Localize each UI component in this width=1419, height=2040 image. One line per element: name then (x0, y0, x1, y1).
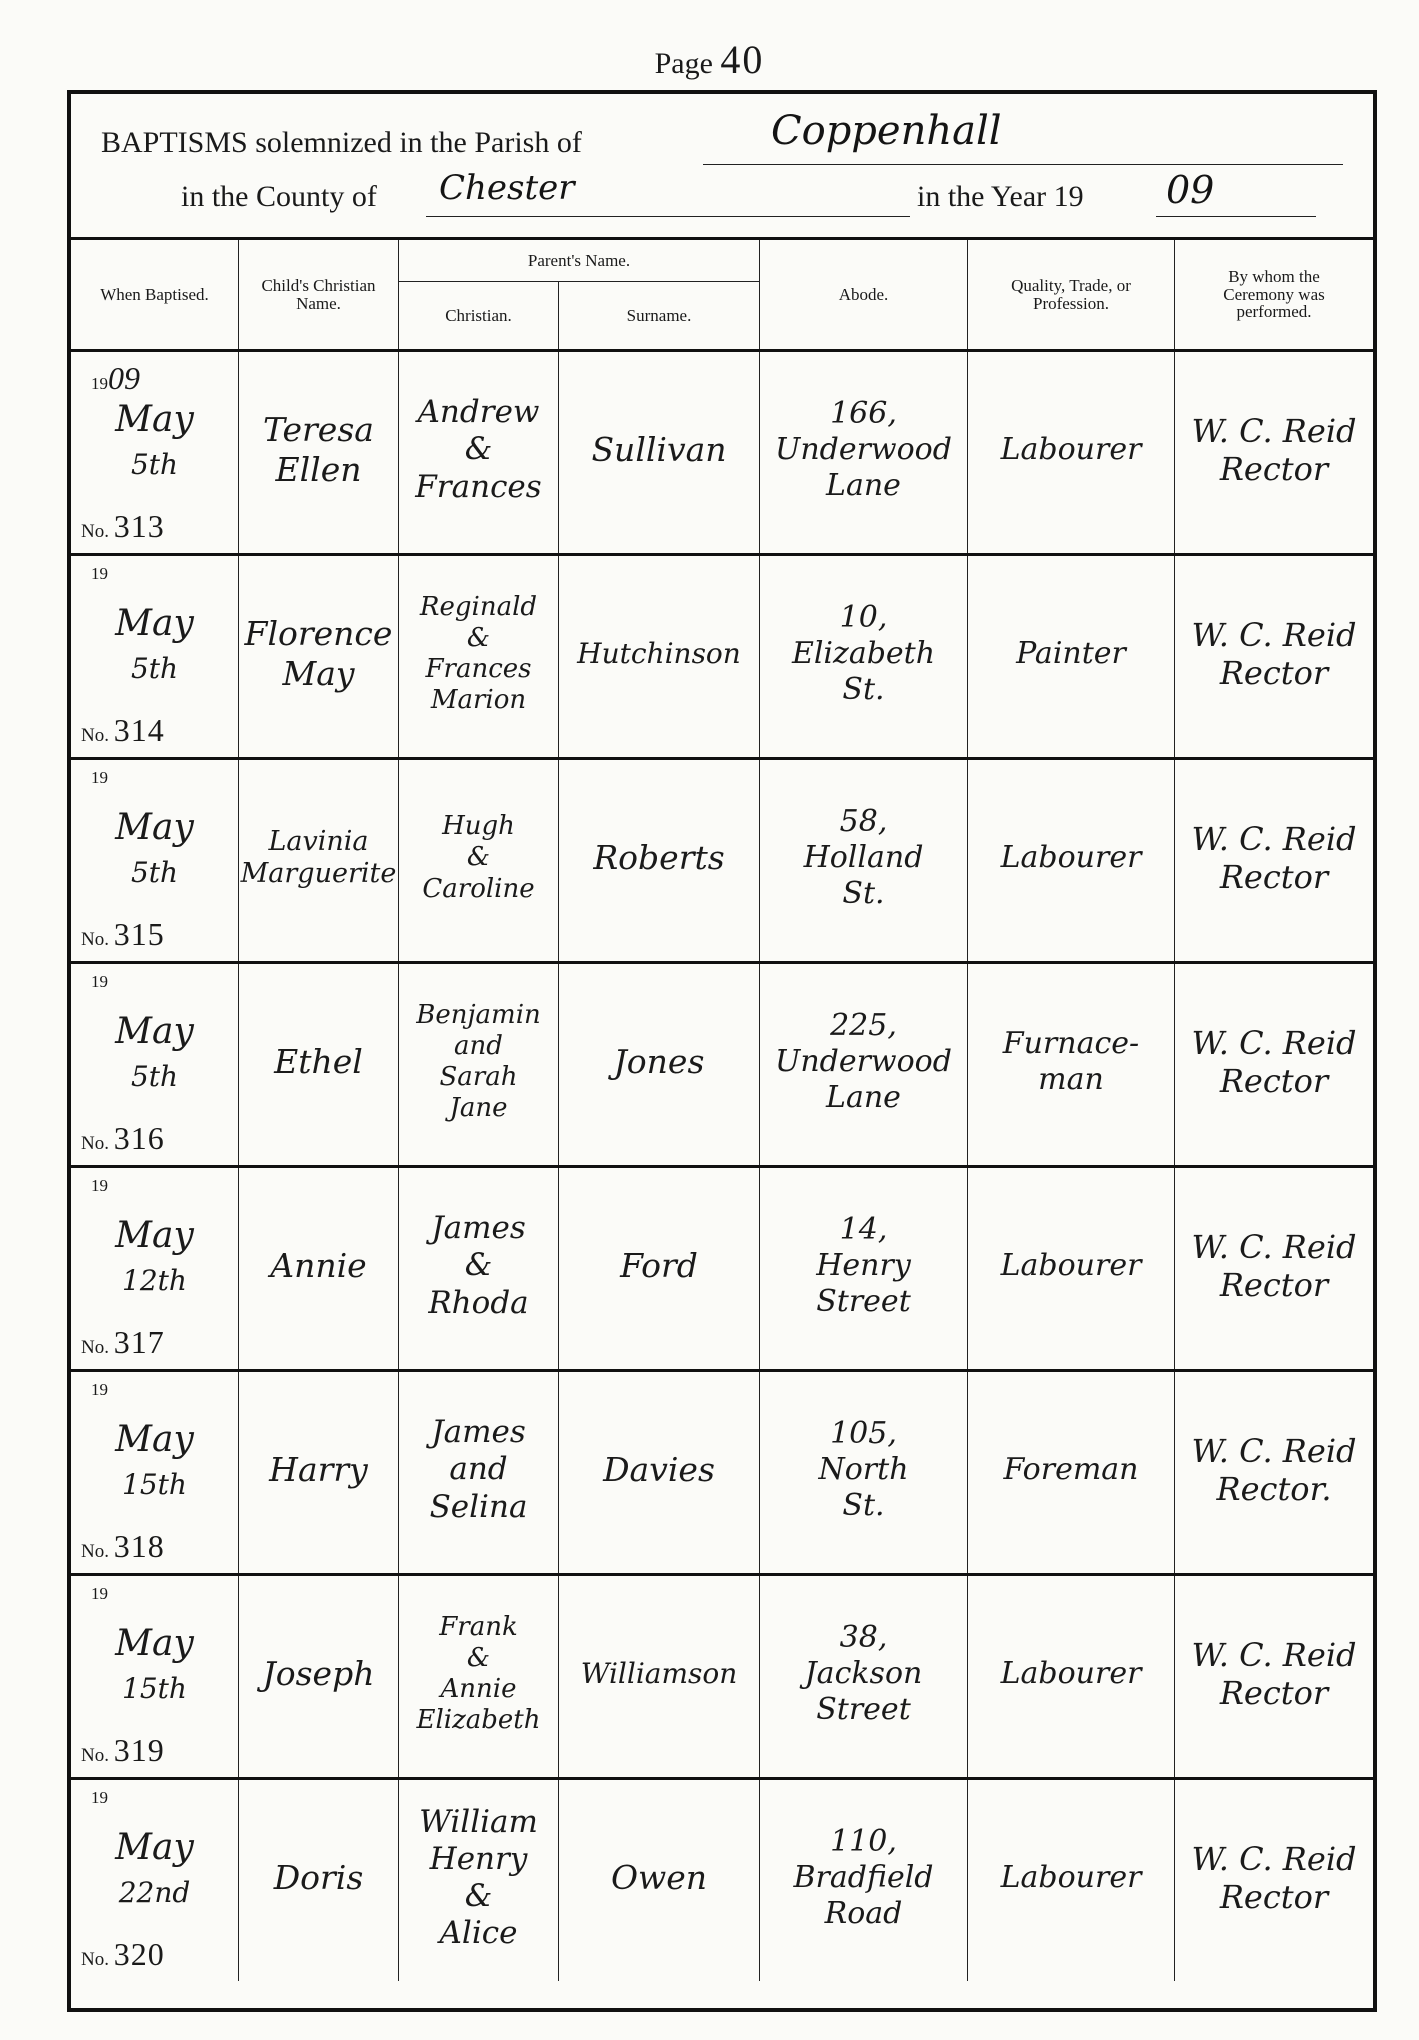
entry-day: 5th (130, 448, 179, 481)
parent-surname: Owen (610, 1858, 708, 1898)
parent-christian-name: & (466, 622, 491, 653)
entry-day: 5th (130, 1060, 179, 1093)
parent-christian-name: and (449, 1451, 508, 1488)
entry-month: May (115, 807, 194, 848)
number-value: 317 (113, 1324, 165, 1360)
parent-christian-name: & (466, 842, 491, 873)
number-value: 315 (113, 916, 165, 952)
table-row (71, 1372, 1373, 1576)
abode: 10, (839, 600, 888, 635)
officiant: Rector (1219, 1062, 1329, 1100)
parent-christian-name: Alice (439, 1915, 518, 1952)
table-cell (760, 1372, 968, 1573)
parent-christian-name: Selina (429, 1488, 528, 1525)
parent-christian-name: Marion (430, 685, 527, 716)
entry-year (91, 972, 108, 992)
entry-month: May (115, 1419, 194, 1460)
number-label: No. (81, 1745, 114, 1766)
page-label: Page (654, 47, 713, 80)
abode: Lane (826, 468, 901, 503)
number-value: 319 (113, 1732, 165, 1768)
table-cell (968, 1780, 1175, 1981)
table-row (71, 1168, 1373, 1372)
table-cell (1175, 352, 1373, 553)
table-cell (399, 352, 559, 553)
table-cell (968, 1372, 1175, 1573)
table-cell (399, 1372, 559, 1573)
officiant: W. C. Reid (1191, 1023, 1357, 1062)
parish-name: Coppenhall (771, 108, 1002, 154)
table-cell (399, 1576, 559, 1777)
abode: 105, (830, 1416, 897, 1451)
parent-christian-name: Frances (415, 468, 542, 505)
county-underline (426, 216, 910, 217)
table-cell (1175, 760, 1373, 961)
year-prefix: 19 (91, 1788, 108, 1807)
table-cell (1175, 556, 1373, 757)
entry-day: 12th (122, 1264, 187, 1297)
parent-christian-name: Benjamin (416, 999, 541, 1030)
number-label: No. (81, 725, 114, 746)
year-value: 09 (1166, 168, 1215, 212)
table-cell (239, 1576, 399, 1777)
abode: Henry (816, 1248, 911, 1283)
table-cell (968, 964, 1175, 1165)
table-cell (1175, 1576, 1373, 1777)
parent-christian-name: William (419, 1803, 538, 1840)
year-underline (1156, 216, 1316, 217)
abode: Underwood (775, 432, 952, 467)
trade: Labourer (1000, 1656, 1142, 1691)
trade: Painter (1016, 636, 1126, 671)
table-cell (559, 352, 760, 553)
number-label: No. (81, 521, 114, 542)
officiant: Rector (1219, 1674, 1329, 1712)
entry-year (91, 768, 108, 788)
officiant: W. C. Reid (1191, 615, 1357, 654)
col-child: Child's Christian Name. (239, 240, 399, 349)
parent-christian-name: Reginald (419, 591, 538, 622)
table-cell (559, 760, 760, 961)
col-christian: Christian. (399, 282, 559, 349)
abode: St. (842, 1488, 885, 1523)
heading-county-label: in the County of (181, 180, 377, 213)
abode: 38, (839, 1620, 888, 1655)
entry-day: 5th (130, 856, 179, 889)
entry-number (81, 1732, 165, 1769)
year-prefix: 19 (91, 768, 108, 787)
child-name: Doris (273, 1858, 364, 1898)
table-cell (71, 1576, 239, 1777)
abode: Street (816, 1692, 911, 1727)
heading-parish-label: BAPTISMS solemnized in the Parish of (101, 126, 582, 159)
year-prefix: 19 (91, 1380, 108, 1399)
table-cell (239, 1168, 399, 1369)
entry-year (91, 1380, 108, 1400)
parent-christian-name: Hugh (442, 811, 515, 842)
abode: Street (816, 1284, 911, 1319)
abode: 110, (830, 1824, 897, 1859)
child-name: Harry (269, 1450, 368, 1490)
parent-christian-name: Frank (439, 1611, 518, 1642)
table-cell (760, 1168, 968, 1369)
entry-number (81, 508, 165, 545)
child-name: Annie (270, 1246, 367, 1286)
entry-month: May (115, 1827, 194, 1868)
entry-number (81, 916, 165, 953)
year-prefix: 19 (91, 374, 108, 393)
entry-day: 15th (122, 1672, 187, 1705)
parent-christian-name: Jane (449, 1093, 508, 1124)
table-cell (399, 760, 559, 961)
number-label: No. (81, 1541, 114, 1562)
trade: Furnace- (1002, 1026, 1140, 1061)
table-cell (1175, 964, 1373, 1165)
entry-month: May (115, 399, 194, 440)
table-cell (71, 964, 239, 1165)
parent-christian-name: and (454, 1030, 503, 1061)
officiant: Rector (1219, 1878, 1329, 1916)
entry-year (91, 360, 140, 397)
child-name: Joseph (262, 1654, 375, 1694)
table-cell (559, 556, 760, 757)
table-cell (1175, 1780, 1373, 1981)
entry-number (81, 1528, 165, 1565)
table-cell (968, 352, 1175, 553)
parent-christian-name: Henry (429, 1840, 528, 1877)
year-prefix: 19 (91, 972, 108, 991)
table-cell (760, 760, 968, 961)
register-heading (71, 94, 1373, 240)
entry-number (81, 712, 165, 749)
trade: Labourer (1000, 432, 1142, 467)
table-cell (71, 760, 239, 961)
page-number (0, 36, 1419, 83)
table-cell (239, 964, 399, 1165)
heading-year-label: in the Year 19 (917, 180, 1084, 213)
entry-day: 15th (122, 1468, 187, 1501)
parish-underline (703, 164, 1343, 165)
child-name: Lavinia (268, 825, 369, 857)
table-cell (239, 556, 399, 757)
abode: Holland (803, 840, 924, 875)
parent-christian-name: Sarah (439, 1062, 518, 1092)
parent-christian-name: Elizabeth (416, 1705, 541, 1736)
abode: North (818, 1452, 909, 1487)
officiant: W. C. Reid (1191, 1635, 1357, 1674)
number-label: No. (81, 929, 114, 950)
child-name: May (282, 654, 355, 693)
table-cell (760, 352, 968, 553)
child-name: Florence (244, 614, 393, 654)
abode: 225, (830, 1008, 897, 1043)
table-cell (399, 1168, 559, 1369)
parent-christian-name: Rhoda (428, 1284, 529, 1321)
col-by-whom: By whom the Ceremony was performed. (1223, 266, 1325, 322)
abode: Road (824, 1896, 903, 1931)
abode: Jackson (804, 1656, 923, 1691)
parent-surname: Sullivan (591, 430, 727, 470)
table-cell (968, 556, 1175, 757)
officiant: W. C. Reid (1191, 1227, 1357, 1266)
table-cell (71, 1372, 239, 1573)
table-cell (760, 556, 968, 757)
entry-number (81, 1120, 165, 1157)
parent-surname: Hutchinson (577, 637, 741, 671)
trade: man (1038, 1062, 1104, 1097)
county-name: Chester (439, 168, 575, 208)
table-cell (968, 760, 1175, 961)
number-value: 313 (113, 508, 165, 544)
parent-christian-name: & (466, 1642, 491, 1673)
abode: Lane (826, 1080, 901, 1115)
col-when: When Baptised. (71, 240, 239, 349)
officiant: Rector (1219, 858, 1329, 896)
child-name: Ellen (275, 450, 362, 489)
abode: 166, (830, 396, 897, 431)
entry-number (81, 1324, 165, 1361)
table-cell (1175, 1372, 1373, 1573)
number-label: No. (81, 1949, 114, 1970)
officiant: Rector (1219, 654, 1329, 692)
parent-surname: Jones (613, 1042, 705, 1082)
number-label: No. (81, 1337, 114, 1358)
number-value: 316 (113, 1120, 165, 1156)
abode: Bradfield (793, 1860, 934, 1895)
col-parents: Parent's Name. (399, 240, 760, 282)
table-cell (559, 1372, 760, 1573)
year-prefix: 19 (91, 564, 108, 583)
officiant: W. C. Reid (1191, 1839, 1357, 1878)
officiant: W. C. Reid (1191, 1431, 1357, 1470)
officiant: W. C. Reid (1191, 819, 1357, 858)
abode: St. (842, 672, 885, 707)
abode: Elizabeth (791, 636, 936, 671)
parent-surname: Davies (603, 1450, 715, 1490)
table-cell (1175, 1168, 1373, 1369)
year-suffix: 09 (108, 360, 140, 396)
table-cell (71, 556, 239, 757)
entry-month: May (115, 1215, 194, 1256)
abode: St. (842, 876, 885, 911)
entry-day: 5th (130, 652, 179, 685)
table-cell (239, 352, 399, 553)
col-quality: Quality, Trade, or Profession. (968, 240, 1175, 349)
table-cell (559, 1780, 760, 1981)
parent-surname: Ford (620, 1246, 698, 1286)
table-cell (239, 760, 399, 961)
table-row (71, 556, 1373, 760)
entry-year (91, 1788, 108, 1808)
table-cell (760, 964, 968, 1165)
parent-christian-name: & (464, 1247, 493, 1284)
table-row (71, 352, 1373, 556)
trade: Labourer (1000, 840, 1142, 875)
officiant: Rector (1219, 450, 1329, 488)
table-row (71, 760, 1373, 964)
table-cell (399, 1780, 559, 1981)
table-row (71, 964, 1373, 1168)
entry-year (91, 564, 108, 584)
trade: Labourer (1000, 1248, 1142, 1283)
table-cell (760, 1576, 968, 1777)
col-abode: Abode. (760, 240, 968, 349)
abode: 14, (839, 1212, 888, 1247)
entry-year (91, 1176, 108, 1196)
parent-christian-name: & (464, 1878, 493, 1914)
table-cell (71, 352, 239, 553)
abode: 58, (839, 804, 888, 839)
parent-christian-name: Caroline (422, 873, 535, 904)
entry-number (81, 1936, 165, 1973)
entry-month: May (115, 1011, 194, 1052)
table-cell (239, 1372, 399, 1573)
number-label: No. (81, 1133, 114, 1154)
table-cell (71, 1168, 239, 1369)
entry-month: May (115, 1623, 194, 1664)
baptism-register (67, 90, 1377, 2012)
entry-day: 22nd (118, 1876, 191, 1909)
officiant: Rector (1219, 1266, 1329, 1304)
number-value: 314 (113, 712, 165, 748)
trade: Labourer (1000, 1860, 1142, 1895)
child-name: Ethel (274, 1042, 363, 1082)
child-name: Teresa (263, 410, 374, 450)
parent-christian-name: James (431, 1414, 526, 1451)
table-row (71, 1576, 1373, 1780)
parent-surname: Roberts (593, 838, 725, 878)
number-value: 318 (113, 1528, 165, 1564)
parent-christian-name: Frances (425, 654, 532, 684)
table-cell (760, 1780, 968, 1981)
parent-christian-name: Andrew (417, 394, 540, 431)
table-row (71, 1780, 1373, 1984)
table-cell (399, 964, 559, 1165)
year-prefix: 19 (91, 1176, 108, 1195)
table-cell (559, 964, 760, 1165)
table-cell (559, 1168, 760, 1369)
col-surname: Surname. (559, 282, 760, 349)
table-cell (399, 556, 559, 757)
number-value: 320 (113, 1936, 165, 1972)
officiant: W. C. Reid (1191, 411, 1357, 450)
table-cell (71, 1780, 239, 1981)
parent-christian-name: James (431, 1210, 526, 1247)
parent-christian-name: Annie (440, 1674, 517, 1704)
table-cell (239, 1780, 399, 1981)
table-cell (968, 1168, 1175, 1369)
entry-year (91, 1584, 108, 1604)
parent-surname: Williamson (580, 1657, 738, 1691)
officiant: Rector. (1216, 1470, 1332, 1508)
parent-christian-name: & (464, 431, 493, 468)
year-prefix: 19 (91, 1584, 108, 1603)
trade: Foreman (1003, 1452, 1139, 1487)
abode: Underwood (775, 1044, 952, 1079)
table-cell (968, 1576, 1175, 1777)
table-cell (559, 1576, 760, 1777)
child-name: Marguerite (240, 858, 397, 889)
page-number-value: 40 (720, 37, 765, 82)
entry-month: May (115, 603, 194, 644)
